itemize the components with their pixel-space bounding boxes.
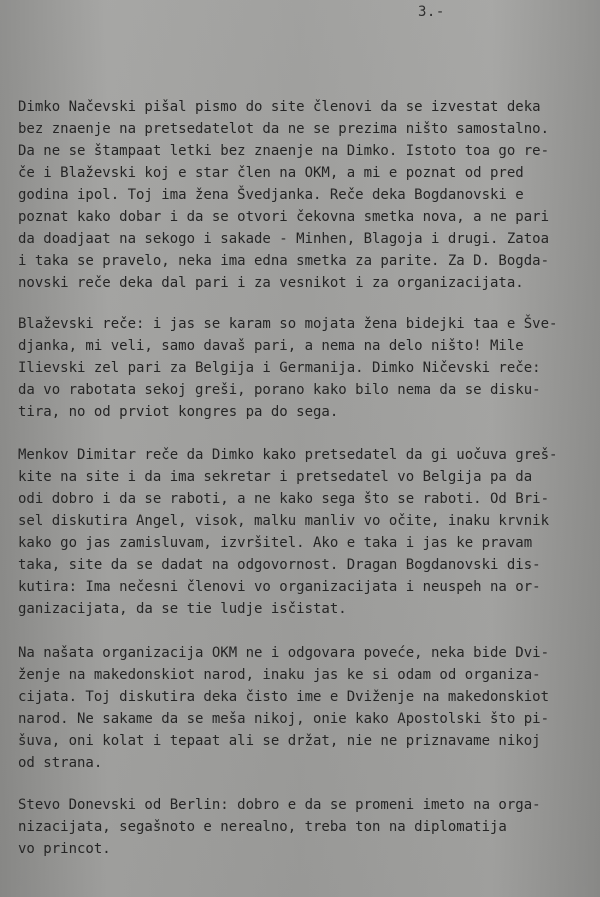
text-line: ganizacijata, da se tie ludje isčistat. (18, 601, 347, 617)
text-line: da doadjaat na sekogo i sakade - Minhen, Blagoja i drugi. Zatoa (18, 231, 550, 247)
text-line: nizacijata, segašnoto e nerealno, treba ton na diplomatija (18, 819, 507, 835)
paragraph-3 (18, 444, 598, 620)
text-line: taka, site da se dadat na odgovornost. Dragan Bogdanovski dis- (18, 557, 541, 573)
text-line: poznat kako dobar i da se otvori čekovna smetka nova, a ne pari (18, 209, 550, 225)
text-line: Ilievski zel pari za Belgija i Germanija. Dimko Ničevski reče: (18, 360, 541, 376)
text-line: cijata. Toj diskutira deka čisto ime e Dviženje na makedonskiot (18, 689, 550, 705)
text-line: Da ne se štampaat letki bez znaenje na Dimko. Istoto toa go re- (18, 143, 550, 159)
text-line: Dimko Načevski pišal pismo do site členovi da se izvestat deka (18, 99, 541, 115)
text-line: Blaževski reče: i jas se karam so mojata žena bidejki taa e Šve- (18, 316, 558, 332)
page-number: 3.- (418, 4, 445, 20)
text-line: Na našata organizacija OKM ne i odgovara poveće, neka bide Dvi- (18, 645, 550, 661)
text-line: da vo rabotata sekoj greši, porano kako bilo nema da se disku- (18, 382, 541, 398)
text-line: tira, no od prviot kongres pa do sega. (18, 404, 339, 420)
text-line: kutira: Ima nečesni členovi vo organizacijata i neuspeh na or- (18, 579, 541, 595)
text-line: če i Blaževski koj e star člen na OKM, a mi e poznat od pred (18, 165, 524, 181)
paragraph-1 (18, 96, 598, 294)
text-line: sel diskutira Angel, visok, malku manliv vo očite, inaku krvnik (18, 513, 550, 529)
text-line: bez znaenje na pretsedatelot da ne se prezima ništo samostalno. (18, 121, 550, 137)
text-line: odi dobro i da se raboti, a ne kako sega što se raboti. Od Bri- (18, 491, 550, 507)
text-line: Stevo Donevski od Berlin: dobro e da se promeni imeto na orga- (18, 797, 541, 813)
text-line: vo princot. (18, 841, 111, 857)
text-line: novski reče deka dal pari i za vesnikot i za organizacijata. (18, 275, 524, 291)
paragraph-5 (18, 794, 598, 860)
text-line: godina ipol. Toj ima žena Švedjanka. Reče deka Bogdanovski e (18, 187, 524, 203)
paragraph-2 (18, 313, 598, 423)
text-line: šuva, oni kolat i tepaat ali se držat, nie ne priznavame nikoj (18, 733, 541, 749)
text-line: narod. Ne sakame da se meša nikoj, onie kako Apostolski što pi- (18, 711, 550, 727)
text-line: ženje na makedonskiot narod, inaku jas ke si odam od organiza- (18, 667, 541, 683)
paragraph-4 (18, 642, 598, 774)
text-line: kite na site i da ima sekretar i pretsedatel vo Belgija pa da (18, 469, 533, 485)
text-line: Menkov Dimitar reče da Dimko kako pretsedatel da gi uočuva greš- (18, 447, 558, 463)
text-line: djanka, mi veli, samo davaš pari, a nema na delo ništo! Mile (18, 338, 524, 354)
text-line: kako go jas zamisluvam, izvršitel. Ako e taka i jas ke pravam (18, 535, 533, 551)
text-line: od strana. (18, 755, 103, 771)
text-line: i taka se pravelo, neka ima edna smetka za parite. Za D. Bogda- (18, 253, 550, 269)
